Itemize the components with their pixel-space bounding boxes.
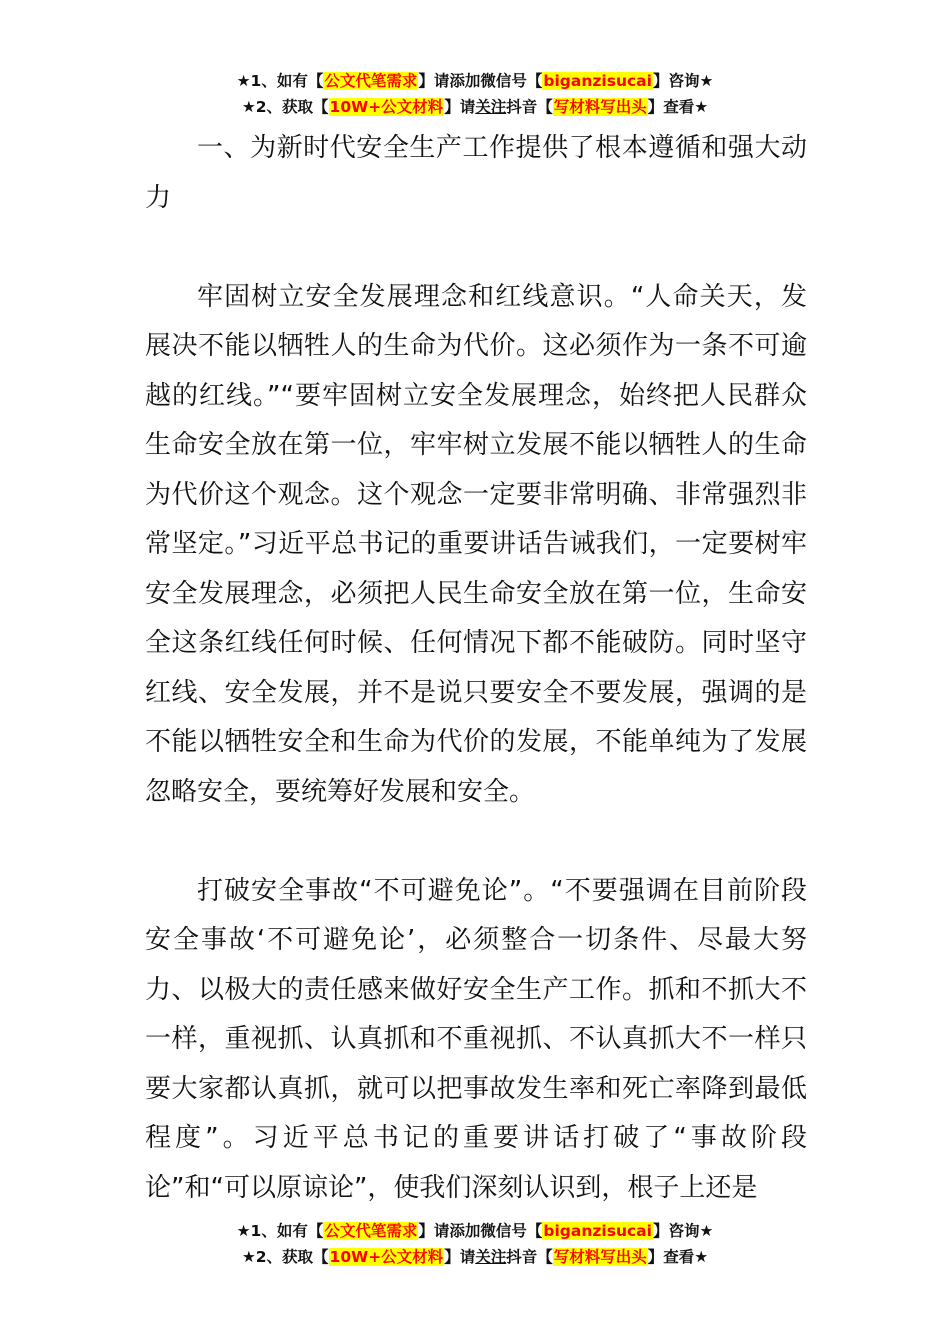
banner-text: 】请 [418, 1222, 450, 1240]
highlight-wechat-id: biganzisucai [543, 72, 652, 90]
banner-text: ★2、获取【 [241, 98, 329, 116]
banner-line-2 [0, 1244, 950, 1270]
footer-banner [0, 1218, 950, 1270]
banner-text: 】咨询★ [652, 1222, 714, 1240]
highlight-service: 公文代笔需求 [324, 72, 418, 90]
blank-line [145, 817, 807, 867]
banner-text-underlined: 关注 [475, 98, 507, 116]
header-banner [0, 68, 950, 120]
banner-text: ★1、如有【 [236, 1222, 324, 1240]
banner-text: 抖音【 [506, 1248, 553, 1266]
banner-text-underlined: 关注 [475, 1248, 507, 1266]
highlight-materials: 10W+公文材料 [329, 98, 444, 116]
highlight-wechat-id: biganzisucai [543, 1222, 652, 1240]
section-heading: 一、为新时代安全生产工作提供了根本遵循和强大动力 [145, 133, 807, 213]
body-paragraph-2: 打破安全事故“不可避免论”。“不要强调在目前阶段安全事故‘不可避免论’，必须整合一切条件、尽最大努力、以极大的责任感来做好安全生产工作。抓和不抓大不一样，重视抓、认真抓和不重视抓、不认真抓大不一样只要大家都认真抓，就可以把事故发生率和死亡率降到最低程度”。习近平总书记的重要讲话打破了“事故阶段论”和“可以原谅论”，使我们深刻认识到，根子上还是 [145, 875, 807, 1203]
banner-text: 】请 [444, 1248, 476, 1266]
highlight-douyin-id: 写材料写出头 [553, 98, 647, 116]
banner-text: 】查看★ [647, 1248, 709, 1266]
banner-text: 】请 [418, 72, 450, 90]
banner-text: 】咨询★ [652, 72, 714, 90]
document-body [145, 124, 807, 1213]
banner-text: ★1、如有【 [236, 72, 324, 90]
banner-text: 抖音【 [506, 98, 553, 116]
banner-text: ★2、获取【 [241, 1248, 329, 1266]
banner-text: 】查看★ [647, 98, 709, 116]
banner-text: 添加 [449, 1222, 481, 1240]
banner-text: 添加 [449, 72, 481, 90]
banner-text: 微信号【 [480, 72, 543, 90]
body-paragraph-1: 牢固树立安全发展理念和红线意识。“人命关天，发展决不能以牺牲人的生命为代价。这必须作为一条不可逾越的红线。”“要牢固树立安全发展理念，始终把人民群众生命安全放在第一位，牢牢树立发展不能以牺牲人的生命为代价这个观念。这个观念一定要非常明确、非常强烈非常坚定。”习近平总书记的重要讲话告诫我们，一定要树牢安全发展理念，必须把人民生命安全放在第一位，生命安全这条红线任何时候、任何情况下都不能破防。同时坚守红线、安全发展，并不是说只要安全不要发展，强调的是不能以牺牲安全和生命为代价的发展，不能单纯为了发展忽略安全，要统筹好发展和安全。 [145, 281, 807, 807]
highlight-douyin-id: 写材料写出头 [553, 1248, 647, 1266]
banner-line-1 [0, 68, 950, 94]
banner-line-2 [0, 94, 950, 120]
banner-line-1 [0, 1218, 950, 1244]
banner-text: 微信号【 [480, 1222, 543, 1240]
highlight-materials: 10W+公文材料 [329, 1248, 444, 1266]
highlight-service: 公文代笔需求 [324, 1222, 418, 1240]
banner-text: 】请 [444, 98, 476, 116]
blank-line [145, 223, 807, 273]
